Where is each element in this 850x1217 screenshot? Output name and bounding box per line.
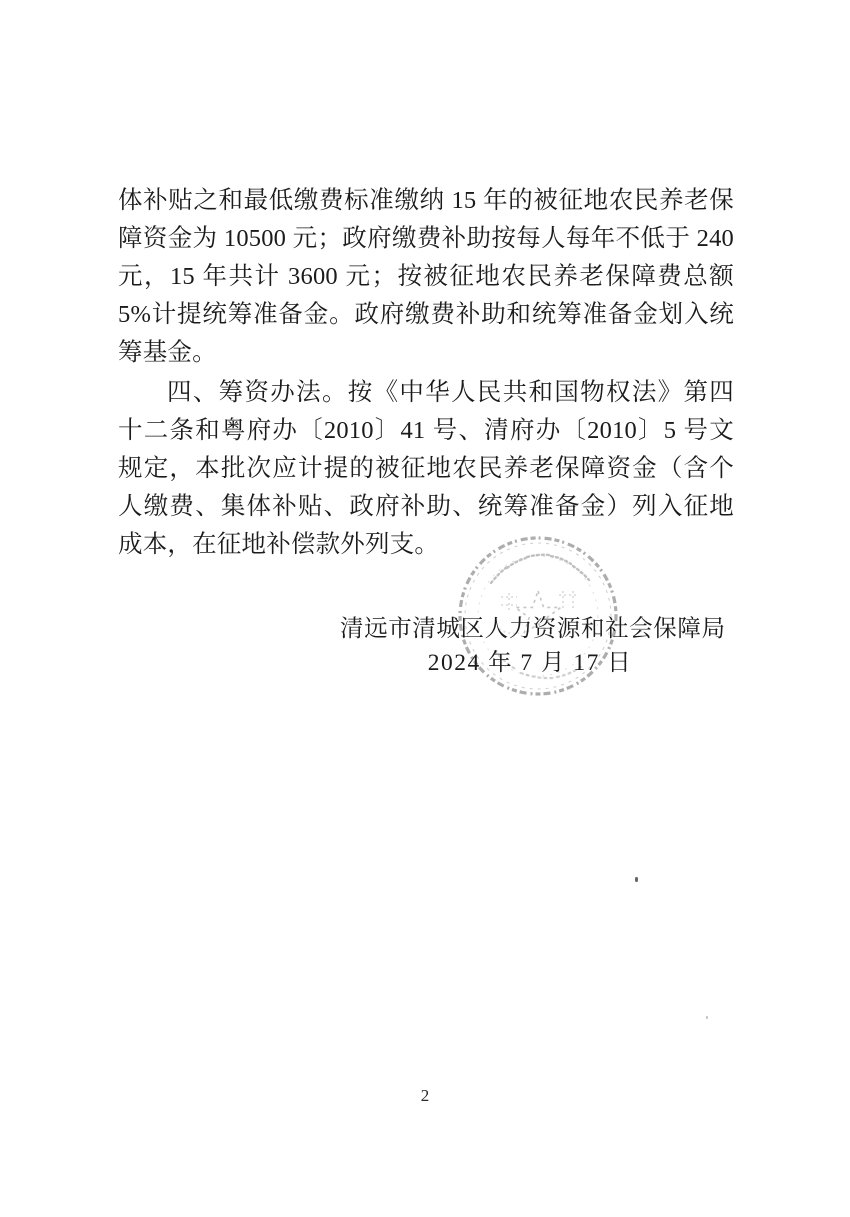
page-number: 2 bbox=[420, 1086, 430, 1105]
scan-speck bbox=[635, 877, 638, 882]
paragraph-funding-amounts: 体补贴之和最低缴费标准缴纳 15 年的被征地农民养老保障资金为 10500 元；政府缴费补助按每人每年不低于 240 元，15 年共计 3600 元；按被征地农民养老保障费总额 5%计提统筹准备金。政府缴费补助和统筹准备金划入统筹基金。 bbox=[118, 187, 734, 366]
scan-speck bbox=[706, 1016, 708, 1019]
issuing-organization: 清远市清城区人力资源和社会保障局 bbox=[340, 616, 726, 642]
signature-block bbox=[340, 612, 726, 680]
issue-date: 2024 年 7 月 17 日 bbox=[427, 650, 633, 676]
paragraph-four-funding-method: 四、筹资办法。按《中华人民共和国物权法》第四十二条和粤府办〔2010〕41 号、清府办〔2010〕5 号文规定，本批次应计提的被征地农民养老保障资金（含个人缴费、集体补贴、政府补助、统筹准备金）列入征地成本，在征地补偿款外列支。 bbox=[118, 379, 734, 558]
document-body bbox=[118, 182, 734, 564]
